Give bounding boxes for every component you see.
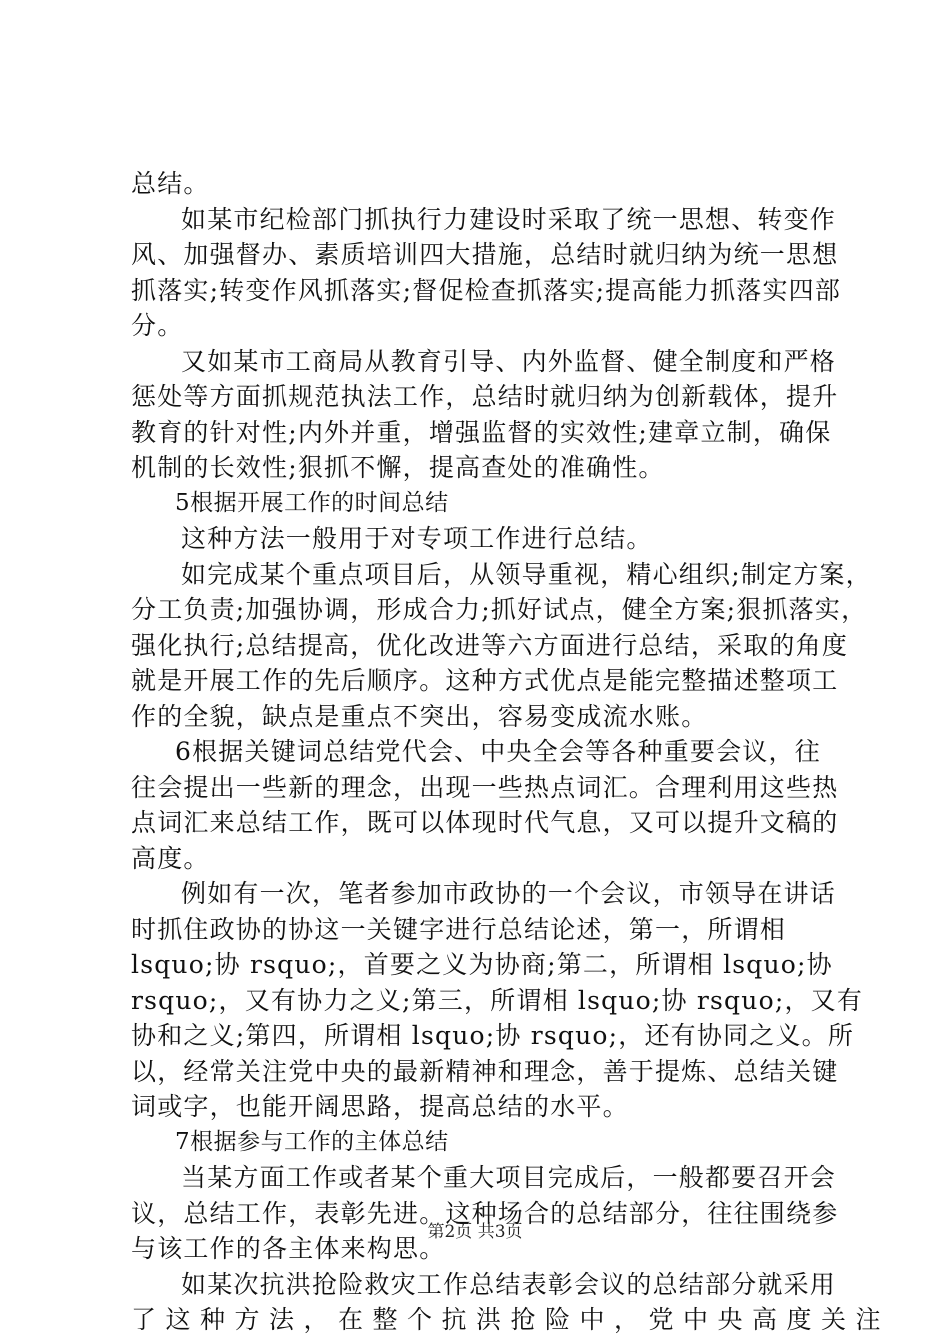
text-line: 强化执行;总结提高，优化改进等六方面进行总结，采取的角度 <box>131 630 849 660</box>
text-line: 作的全貌，缺点是重点不突出，容易变成流水账。 <box>131 701 708 731</box>
text-line: 协和之义;第四，所谓相 lsquo;协 rsquo;，还有协同之义。所 <box>131 1021 855 1050</box>
text-line: lsquo;协 rsquo;，首要之义为协商;第二，所谓相 lsquo;协 <box>131 950 833 979</box>
text-line: rsquo;，又有协力之义;第三，所谓相 lsquo;协 rsquo;，又有 <box>131 985 864 1015</box>
text-line: 往会提出一些新的理念，出现一些热点词汇。合理利用这些热 <box>131 772 839 802</box>
text-line: 机制的长效性;狠抓不懈，提高查处的准确性。 <box>131 453 665 482</box>
section-heading: 6根据关键词总结党代会、中央全会等各种重要会议，往 <box>175 737 821 766</box>
text-line: 以，经常关注党中央的最新精神和理念，善于提炼、总结关键 <box>131 1056 839 1086</box>
section-heading: 5根据开展工作的时间总结 <box>175 489 449 516</box>
text-line: 了这种方法，在整个抗洪抢险中，党中央高度关注 <box>131 1305 891 1334</box>
text-line: 与该工作的各主体来构思。 <box>131 1234 446 1263</box>
text-line: 分工负责;加强协调，形成合力;抓好试点，健全方案;狠抓落实， <box>131 595 868 624</box>
text-line: 风、加强督办、素质培训四大措施，总结时就归纳为统一思想 <box>131 240 839 269</box>
text-line: 议，总结工作，表彰先进。这种场合的总结部分，往往围绕参 <box>131 1198 839 1228</box>
text-line: 抓落实;转变作风抓落实;督促检查抓落实;提高能力抓落实四部 <box>131 275 842 305</box>
text-line: 词或字，也能开阔思路，提高总结的水平。 <box>131 1092 629 1121</box>
page-number-footer: 第2页 共3页 <box>427 1222 523 1242</box>
text-line: 惩处等方面抓规范执法工作，总结时就归纳为创新载体，提升 <box>131 382 839 411</box>
text-line: 当某方面工作或者某个重大项目完成后，一般都要召开会 <box>181 1163 837 1192</box>
text-line: 就是开展工作的先后顺序。这种方式优点是能完整描述整项工 <box>131 666 839 695</box>
document-body <box>131 166 891 1338</box>
text-line: 时抓住政协的协这一关键字进行总结论述，第一，所谓相 <box>131 914 787 944</box>
text-line: 如某市纪检部门抓执行力建设时采取了统一思想、转变作 <box>181 204 837 234</box>
text-line: 高度。 <box>131 843 210 873</box>
text-line: 例如有一次，笔者参加市政协的一个会议，市领导在讲话 <box>181 879 837 908</box>
text-line: 如某次抗洪抢险救灾工作总结表彰会议的总结部分就采用 <box>181 1269 837 1299</box>
text-line: 如完成某个重点项目后，从领导重视，精心组织;制定方案， <box>181 559 872 589</box>
text-line: 总结。 <box>131 169 210 198</box>
section-heading: 7根据参与工作的主体总结 <box>175 1128 449 1155</box>
text-line: 点词汇来总结工作，既可以体现时代气息，又可以提升文稿的 <box>131 808 839 837</box>
text-line: 又如某市工商局从教育引导、内外监督、健全制度和严格 <box>181 346 837 376</box>
text-line: 分。 <box>131 311 184 340</box>
text-line: 这种方法一般用于对专项工作进行总结。 <box>181 524 653 553</box>
text-line: 教育的针对性;内外并重，增强监督的实效性;建章立制，确保 <box>131 417 832 447</box>
